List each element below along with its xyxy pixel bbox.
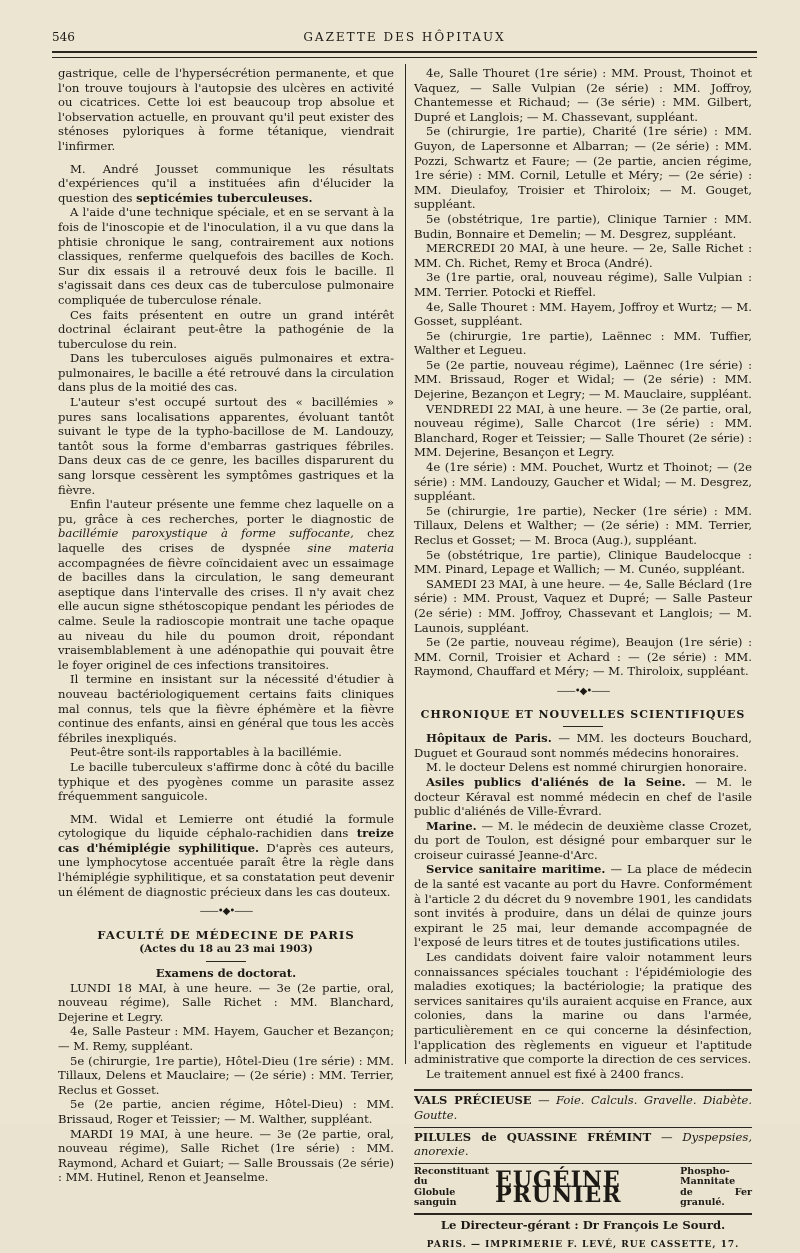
text: — M. le docteur Kéraval est nommé médecin en chef de l'asile public d'aliénés de Ville-Évrard. [414, 774, 753, 819]
text: MM. Widal et Lemierre ont étudié la formule cytologique du liquide céphalo-rachidien dans [58, 811, 394, 841]
exam-entry: 5e (2e partie, nouveau régime), Laënnec (1re série) : MM. Brissaud, Roger et Widal; — (2e série) : MM. Dejerine, Bezançon et Legry; — M. Mauclaire, suppléant. [414, 357, 752, 402]
exam-entry: MERCREDI 20 MAI, à une heure. — 2e, Salle Richet : MM. Ch. Richet, Remy et Broca (André). [414, 241, 752, 270]
exam-entry: 5e (obstétrique, 1re partie), Clinique Tarnier : MM. Budin, Bonnaire et Demelin; — M. Desgrez, suppléant. [414, 211, 752, 241]
ad-brand: VALS PRÉCIEUSE [414, 1093, 532, 1108]
left-column [58, 66, 394, 1185]
exam-entry: MARDI 19 MAI, à une heure. — 3e (2e partie, oral, nouveau régime), Salle Richet (1re série) : MM. Raymond, Achard et Guiart; — Salle Broussais (2e série) : MM. Hutinel, Renon et Jeanselme. [58, 1126, 394, 1185]
news-item [414, 731, 752, 760]
header-rule [52, 51, 757, 53]
divider [563, 726, 603, 727]
separator: ——•◆•—— [556, 685, 610, 697]
exam-entry: 5e (chirurgie, 1re partie), Hôtel-Dieu (1re série) : MM. Tillaux, Delens et Mauclaire; — (2e série) : MM. Terrier, Reclus et Gosset. [58, 1053, 394, 1097]
text: Phospho-Mannitate [680, 1165, 736, 1188]
text: de Fer granulé. [680, 1186, 752, 1209]
exam-entry: 3e (1re partie, oral, nouveau régime), Salle Vulpian : MM. Terrier. Potocki et Rieffel. [414, 270, 752, 299]
exam-entry: 5e (chirurgie, 1re partie), Laënnec : MM. Tuffier, Walther et Legueu. [414, 328, 752, 358]
journal-title: GAZETTE DES HÔPITAUX [303, 30, 506, 44]
paragraph: A l'aide d'une technique spéciale, et en se servant à la fois de l'inoscopie et de l'inoculation, il a vu que dans la phtisie chronique le sang, contrairement aux notions classiques, renferme quelquefois des bacilles de Koch. Sur dix essais il a retrouvé deux fois le bacille. Il s'agissait dans ces deux cas de tuberculose pulmonaire compliquée de tuberculose rénale. [58, 205, 394, 307]
news-heading: Marine. [426, 818, 477, 833]
text: accompagnées de fièvre coïncidaient avec un essaimage de bacilles dans la circulation, le sang demeurant aseptique dans l'intervalle des crises. Il n'y avait chez elle aucun signe sthétoscopique pendant les périodes de calme. Seule la radioscopie montrait une tache opaque au niveau du hile du poumon droit, répondant vraisemblablement à une adénopathie qui pouvait être le foyer originel de ces infections transitoires. [58, 555, 394, 672]
bold-text: septicémies tuberculeuses. [136, 190, 313, 205]
ad-text: — Dyspepsies, anorexie. [414, 1129, 753, 1159]
director-line: Le Directeur-gérant : Dr François Le Sourd. [414, 1213, 752, 1233]
news-item [414, 862, 752, 950]
text: Globule sanguin [414, 1186, 457, 1209]
text: Reconstituant du [414, 1165, 490, 1188]
italic-text: bacillémie paroxystique à forme suffocante, [58, 526, 354, 541]
text: — M. le médecin de deuxième classe Crozet, du port de Toulon, est désigné pour embarquer sur le croiseur cuirassé Jeanne-d'Arc. [414, 818, 752, 862]
ad-brand-name: EUGÉINE PRUNIER [495, 1167, 622, 1208]
right-column [414, 66, 752, 1253]
news-item [414, 819, 752, 863]
advertisement-banner [414, 1163, 752, 1209]
subsection-title: Examens de doctorat. [155, 966, 297, 981]
ad-right-text [680, 1167, 752, 1209]
paragraph: Peut-être sont-ils rapportables à la bacillémie. [70, 745, 342, 760]
exam-entry: LUNDI 18 MAI, à une heure. — 3e (2e partie, oral, nouveau régime), Salle Richet : MM. Blanchard, Dejerine et Legry. [58, 980, 394, 1024]
page-number: 546 [52, 30, 75, 44]
news-item: Les candidats doivent faire valoir notamment leurs connaissances spéciales touchant : l'épidémiologie des maladies exotiques; la bactériologie; la pratique des services sanitaires qu'ils auraient acquise en France, aux colonies, dans la marine ou dans l'armée, particulièrement en ce qui concerne la désinfection, l'application des règlements en vigueur et l'aptitude administrative que comporte la direction de ces services. [414, 950, 752, 1067]
italic-text: sine materia [307, 541, 394, 555]
paragraph [58, 497, 394, 672]
text: M. André Jousset communique les résultats d'expériences qu'il a instituées afin d'élucider la question des [58, 161, 394, 205]
paragraph [58, 162, 394, 206]
section-subtitle: (Actes du 18 au 23 mai 1903) [139, 943, 313, 956]
news-item [414, 775, 752, 819]
text: Enfin l'auteur présente une femme chez laquelle on a pu, grâce à ces recherches, porter le diagnostic de [58, 497, 394, 526]
paragraph: Dans les tuberculoses aiguës pulmonaires et extra-pulmonaires, le bacille a été retrouvé dans la circulation dans plus de la moitié des cas. [58, 351, 394, 395]
exam-entry: 5e (chirurgie, 1re partie), Charité (1re série) : MM. Guyon, de Lapersonne et Albarran; — (2e série) : MM. Pozzi, Schwartz et Faure; — (2e partie, ancien régime, 1re série) : MM. Cornil, Letulle et Méry; — (2e série) : MM. Dieulafoy, Troisier et Thiroloix; — M. Gouget, suppléant. [414, 124, 752, 212]
ad-left-text [414, 1167, 489, 1209]
news-heading: Service sanitaire maritime. [426, 862, 606, 877]
news-item: Le traitement annuel est fixé à 2400 francs. [426, 1066, 684, 1081]
advertisement [414, 1089, 752, 1122]
section-title: FACULTÉ DE MÉDECINE DE PARIS [97, 927, 355, 942]
news-heading: Asiles publics d'aliénés de la Seine. [426, 774, 686, 789]
section-title: CHRONIQUE ET NOUVELLES SCIENTIFIQUES [420, 707, 746, 721]
news-heading: Hôpitaux de Paris. [426, 731, 552, 746]
column-divider [405, 64, 406, 1064]
text: D'après ces auteurs, une lymphocytose accentuée paraît être la règle dans l'hémiplégie syphilitique, et sa constatation peut devenir un élément de diagnostic précieux dans les cas douteux. [58, 840, 394, 899]
paragraph: Ces faits présentent en outre un grand intérêt doctrinal éclairant peut-être la pathogénie de la tuberculose du rein. [58, 307, 394, 351]
printer-line: PARIS. — IMPRIMERIE F. LEVÉ, RUE CASSETTE, 17. [426, 1240, 740, 1251]
exam-entry: 5e (2e partie, nouveau régime), Beaujon (1re série) : MM. Cornil, Troisier et Achard : — (2e série) : MM. Raymond, Chauffard et Méry; — M. Thiroloix, suppléant. [414, 635, 752, 679]
paragraph: gastrique, celle de l'hypersécrétion permanente, et que l'on trouve toujours à l'autopsie des ulcères en activité ou cicatrices. Cette loi est beaucoup trop absolue et l'observation actuelle, en prouvant qu'il peut exister des sténoses pyloriques à forme tétanique, viendrait l'infirmer. [58, 66, 394, 153]
ad-text: — Foie. Calculs. Gravelle. Diabète. Goutte. [414, 1093, 753, 1122]
divider [206, 961, 246, 962]
exam-entry: 4e, Salle Thouret : MM. Hayem, Joffroy et Wurtz; — M. Gosset, suppléant. [414, 299, 752, 329]
advertisement [414, 1127, 752, 1159]
exam-entry: VENDREDI 22 MAI, à une heure. — 3e (2e partie, oral, nouveau régime), Salle Charcot (1re série) : MM. Blanchard, Roger et Teissier; — Salle Thouret (2e série) : MM. Dejerine, Besançon et Legry. [414, 401, 752, 460]
page-header [52, 30, 757, 48]
exam-entry: 5e (chirurgie, 1re partie), Necker (1re série) : MM. Tillaux, Delens et Walther; — (2e série) : MM. Terrier, Reclus et Gosset; — M. Broca (Aug.), suppléant. [414, 503, 752, 547]
paragraph [58, 812, 394, 900]
header-rule-thin [52, 57, 757, 58]
news-item: M. le docteur Delens est nommé chirurgien honoraire. [426, 760, 748, 775]
paragraph: Le bacille tuberculeux s'affirme donc à côté du bacille typhique et des pyogènes comme un parasite assez fréquemment sanguicole. [58, 759, 394, 804]
paragraph: Il termine en insistant sur la nécessité d'étudier à nouveau bactériologiquement certains faits cliniques mal connus, tels que la fièvre éphémère et la fièvre continue des enfants, ainsi en général que tous les accès fébriles inexpliqués. [58, 672, 394, 745]
exam-entry: 4e, Salle Pasteur : MM. Hayem, Gaucher et Bezançon; — M. Remy, suppléant. [58, 1024, 394, 1053]
text: — MM. les docteurs Bouchard, Duguet et Gouraud sont nommés médecins honoraires. [414, 731, 752, 760]
exam-entry: 5e (obstétrique, 1re partie), Clinique Baudelocque : MM. Pinard, Lepage et Wallich; — M. Cunéo, suppléant. [414, 547, 752, 577]
exam-entry: 5e (2e partie, ancien régime, Hôtel-Dieu) : MM. Brissaud, Roger et Teissier; — M. Walther, suppléant. [58, 1097, 394, 1126]
ad-brand: PILULES de QUASSINE FRÉMINT [414, 1129, 652, 1144]
bold-text: treize cas d'hémiplégie syphilitique. [58, 826, 394, 855]
exam-entry: 4e, Salle Thouret (1re série) : MM. Proust, Thoinot et Vaquez, — Salle Vulpian (2e série) : MM. Joffroy, Chantemesse et Richaud; — (3e série) : MM. Gilbert, Dupré et Langlois; — M. Chassevant, suppléant. [414, 66, 752, 124]
exam-entry: 4e (1re série) : MM. Pouchet, Wurtz et Thoinot; — (2e série) : MM. Landouzy, Gaucher et Widal; — M. Desgrez, suppléant. [414, 460, 752, 504]
text: chez laquelle des crises de dyspnée [58, 526, 394, 555]
paragraph: L'auteur s'est occupé surtout des « bacillémies » pures sans localisations apparentes, évoluant tantôt suivant le type de la typho-bacillose de M. Landouzy, tantôt sous la forme d'embarras gastriques fébriles. Dans deux cas de ce genre, les bacilles disparurent du sang lorsque cessèrent les symptômes gastriques et la fièvre. [58, 395, 394, 497]
separator: ——•◆•—— [199, 906, 253, 918]
exam-entry: SAMEDI 23 MAI, à une heure. — 4e, Salle Béclard (1re série) : MM. Proust, Vaquez et Dupré; — Salle Pasteur (2e série) : MM. Joffroy, Chassevant et Langlois; — M. Launois, suppléant. [414, 576, 752, 635]
text: — La place de médecin de la santé est vacante au port du Havre. Conformément à l'article 2 du décret du 9 novembre 1901, les candidats sont invités à produire, dans un délai de quinze jours expirant le 25 mai, leur demande accompagnée de l'exposé de leurs titres et de toutes justifications utiles. [414, 862, 753, 950]
